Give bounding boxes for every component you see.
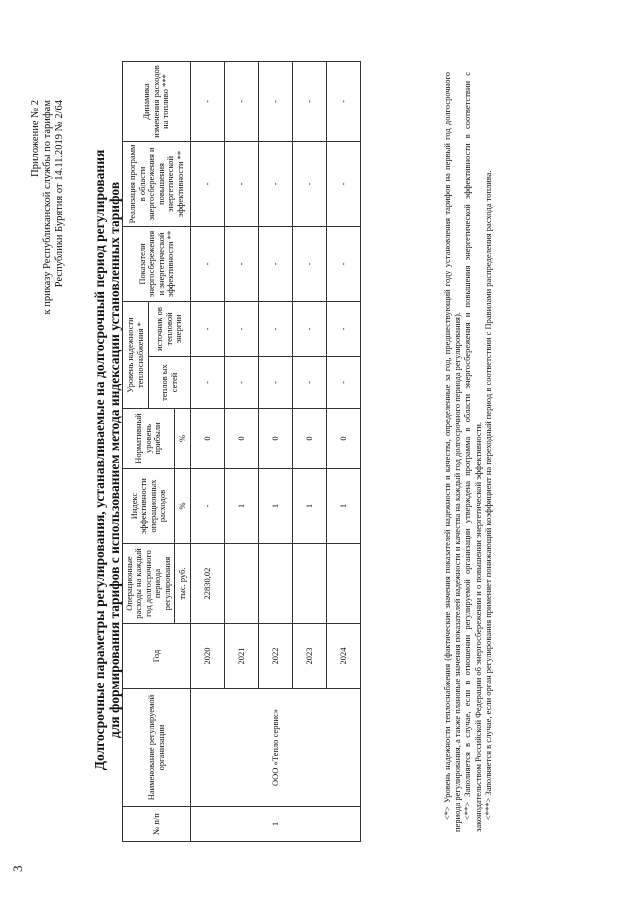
header-organization: Наименование регулируемой организации	[123, 689, 191, 807]
header-energy-indicators: Показатели энергосбережения и энергетической эффективности **	[123, 226, 191, 301]
cell-opex	[225, 544, 259, 624]
header-fuel-dynamics: Динамика изменения расходов на топливо ***	[123, 61, 191, 141]
cell-index: 1	[259, 469, 293, 544]
cell-year: 2021	[225, 624, 259, 689]
header-heat-sources: источник ов тепловой энергии	[149, 301, 191, 356]
cell-program: -	[225, 141, 259, 226]
cell-networks: -	[327, 357, 361, 409]
cell-networks: -	[191, 357, 225, 409]
cell-dynamics: -	[225, 61, 259, 141]
appendix-line-2: к приказу Республиканской службы по тарифам	[42, 100, 53, 315]
cell-dynamics: -	[191, 61, 225, 141]
cell-sources: -	[225, 301, 259, 356]
appendix-line-3: Республики Бурятия от 14.11.2019 № 2/64	[54, 100, 65, 288]
cell-profit: 0	[327, 409, 361, 469]
cell-profit: 0	[191, 409, 225, 469]
organization-name: ООО «Тепло сервис»	[191, 689, 361, 807]
header-efficiency-index: Индекс эффективности операционных расходов	[123, 469, 175, 544]
cell-opex	[259, 544, 293, 624]
row-number: 1	[191, 807, 361, 842]
unit-profit: %	[175, 409, 191, 469]
cell-energy: -	[191, 226, 225, 301]
footnote-reliability: <*> Уровень надежности теплоснабжения (фактические значения показателей надежности и качества, определенные за год, предшествующий году установления тарифов на первый год долгосрочного периода регулирования, а также плановые значения показателей надежности и качества на каждый год долгосрочного периода регулирования).	[442, 72, 463, 832]
appendix-line-1: Приложение № 2	[30, 100, 41, 177]
document-title	[92, 110, 122, 810]
footnote-fuel: <***> Заполняется в случае, если орган регулирования применяет понижающий коэффициент на переходный период в соответствии с Правилами распределения расхода топлива.	[482, 170, 493, 820]
header-opex: Операционные расходы на каждый год долгосрочного периода регулирования	[123, 544, 175, 624]
footnotes	[442, 72, 493, 832]
header-energy-program: Реализация программ в области энергосбережения и повышения энергетической эффективности **	[123, 141, 191, 226]
cell-sources: -	[259, 301, 293, 356]
cell-year: 2024	[327, 624, 361, 689]
cell-energy: -	[327, 226, 361, 301]
cell-dynamics: -	[293, 61, 327, 141]
cell-year: 2023	[293, 624, 327, 689]
cell-program: -	[191, 141, 225, 226]
cell-profit: 0	[225, 409, 259, 469]
header-reliability: Уровень надежности теплоснабжения *	[123, 301, 149, 408]
cell-sources: -	[293, 301, 327, 356]
header-profit-level: Нормативный уровень прибыли	[123, 409, 175, 469]
cell-dynamics: -	[327, 61, 361, 141]
cell-energy: -	[293, 226, 327, 301]
header-number: № п/п	[123, 807, 191, 842]
cell-program: -	[293, 141, 327, 226]
title-line-2: для формирования тарифов с использованием метода индексации установленных тарифов	[107, 181, 122, 739]
cell-profit: 0	[259, 409, 293, 469]
cell-profit: 0	[293, 409, 327, 469]
cell-program: -	[327, 141, 361, 226]
cell-sources: -	[327, 301, 361, 356]
cell-networks: -	[225, 357, 259, 409]
table-row	[191, 61, 225, 841]
unit-opex: тыс. руб.	[175, 544, 191, 624]
cell-energy: -	[225, 226, 259, 301]
parameters-table	[122, 61, 361, 842]
cell-index: -	[191, 469, 225, 544]
cell-sources: -	[191, 301, 225, 356]
cell-year: 2022	[259, 624, 293, 689]
appendix-header	[30, 100, 66, 315]
unit-index: %	[175, 469, 191, 544]
footnote-energy-program: <**> Заполняется в случае, если в отношении регулируемой организации утверждена программа в области энергосбережения и повышения энергетической эффективности в соответствии с законодательством Российской Федерации об энергосбережении и о повышении энергетической эффективности.	[462, 72, 483, 832]
cell-opex	[293, 544, 327, 624]
cell-opex: 22830,02	[191, 544, 225, 624]
cell-networks: -	[293, 357, 327, 409]
cell-energy: -	[259, 226, 293, 301]
header-heat-networks: теплов ых сетей	[149, 357, 191, 409]
cell-year: 2020	[191, 624, 225, 689]
page-number: 3	[10, 865, 25, 872]
header-year: Год	[123, 624, 191, 689]
cell-opex	[327, 544, 361, 624]
cell-program: -	[259, 141, 293, 226]
cell-index: 1	[293, 469, 327, 544]
cell-networks: -	[259, 357, 293, 409]
title-line-1: Долгосрочные параметры регулирования, устанавливаемые на долгосрочный период регулирования	[92, 149, 107, 771]
cell-index: 1	[327, 469, 361, 544]
cell-index: 1	[225, 469, 259, 544]
cell-dynamics: -	[259, 61, 293, 141]
